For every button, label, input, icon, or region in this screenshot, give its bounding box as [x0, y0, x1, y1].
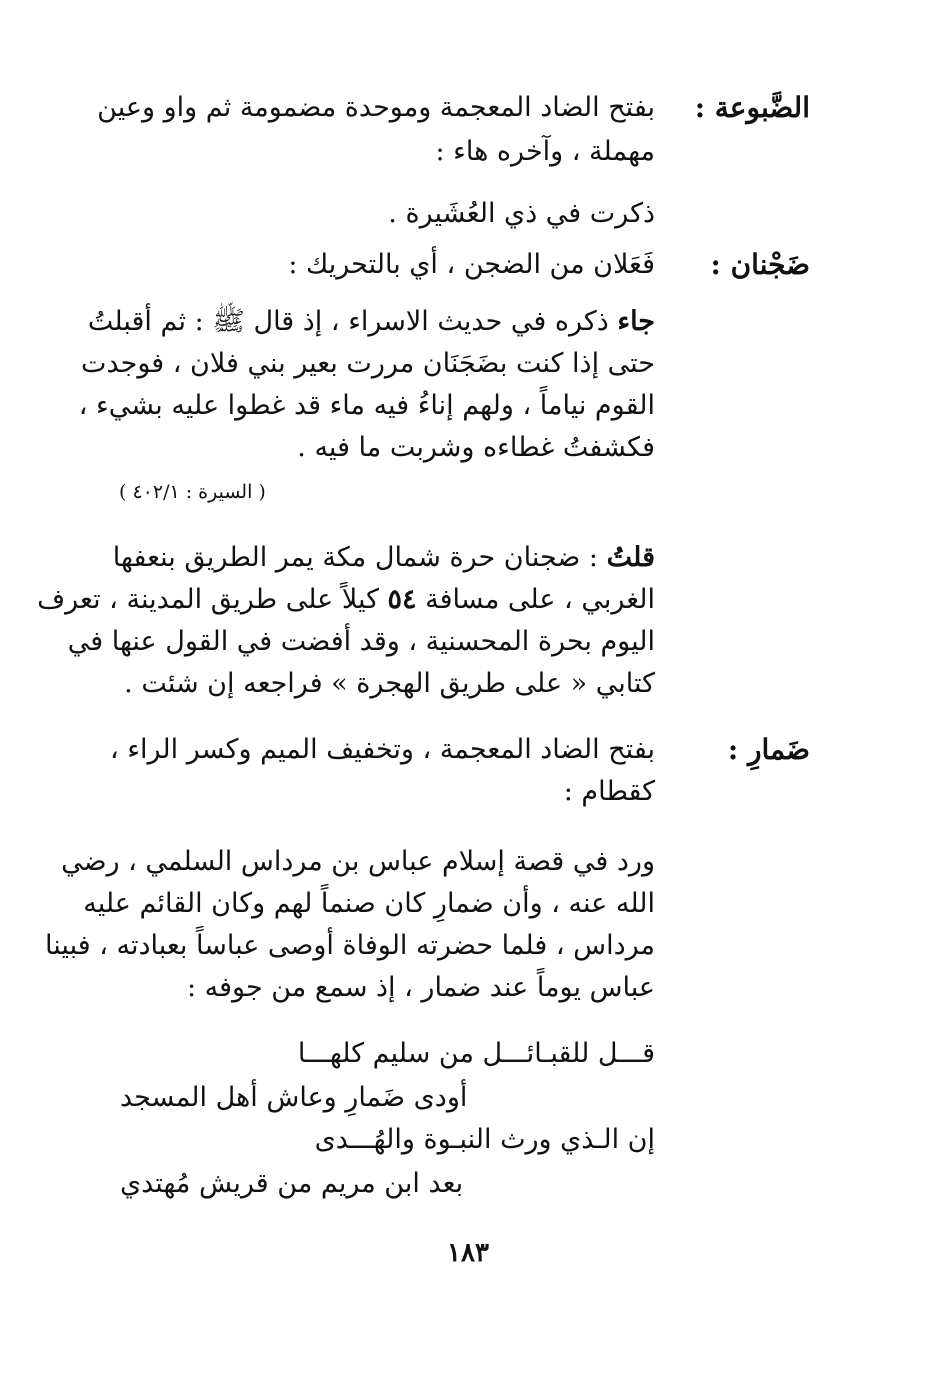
note-line: اليوم بحرة المحسنية ، وقد أفضت في القول عنها في: [67, 626, 655, 657]
note-line-text: الغربي ، على مسافة: [425, 584, 655, 615]
source-citation: ( السيرة : ٤٠٢/١ ): [119, 481, 266, 503]
quote-line-text: ذكره في حديث الاسراء ، إذ قال ﷺ : ثم أقبلتُ: [87, 306, 609, 337]
entry-definition-line: مهملة ، وآخره هاء :: [435, 136, 655, 167]
distance-number: ٥٤: [387, 584, 417, 615]
note-line-text: : ضجنان حرة شمال مكة يمر الطريق بنعفها: [112, 542, 599, 573]
entry-body-line: ورد في قصة إسلام عباس بن مرداس السلمي ، رضي: [61, 846, 655, 877]
entry-body-line: مرداس ، فلما حضرته الوفاة أوصى عباساً بعبادته ، فبينا: [45, 930, 655, 961]
note-line: [37, 580, 655, 620]
verse-line: قـــل للقبـائـــل من سليم كلهـــا: [297, 1038, 655, 1069]
note-label: قلتُ: [606, 542, 655, 573]
entry-body-line: ذكرت في ذي العُشَيرة .: [388, 198, 655, 229]
note-line-text: كيلاً على طريق المدينة ، تعرف: [37, 584, 379, 615]
entry-definition-line: كقطام :: [563, 776, 655, 807]
page-number: ١٨٣: [447, 1238, 489, 1268]
verse-line: أودى ضَمارِ وعاش أهل المسجد: [120, 1082, 468, 1113]
quote-line: [87, 302, 655, 342]
quote-lead-word: جاء: [617, 306, 655, 337]
note-line: كتابي « على طريق الهجرة » فراجعه إن شئت .: [124, 668, 655, 699]
entry-definition-line: بفتح الضاد المعجمة وموحدة مضمومة ثم واو وعين: [97, 92, 655, 123]
entry-definition-line: فَعَلان من الضجن ، أي بالتحريك :: [288, 249, 655, 280]
verse-line: بعد ابن مريم من قريش مُهتدي: [120, 1168, 464, 1199]
note-line: [112, 538, 655, 578]
entry-term-dabua: الضَّبوعة :: [694, 91, 810, 124]
quote-line: فكشفتُ غطاءه وشربت ما فيه .: [297, 432, 655, 463]
entry-body-line: عباس يوماً عند ضمار ، إذ سمع من جوفه :: [186, 972, 655, 1003]
entry-term-dajnan: ضَجْنان :: [710, 248, 810, 281]
entry-term-dimar: ضَمارِ :: [727, 733, 810, 766]
verse-line: إن الـذي ورث النبـوة والهُـــدى: [314, 1124, 655, 1155]
entry-definition-line: بفتح الضاد المعجمة ، وتخفيف الميم وكسر الراء ،: [110, 734, 655, 765]
quote-line: القوم نياماً ، ولهم إناءُ فيه ماء قد غطوا عليه بشيء ،: [78, 390, 655, 421]
quote-line: حتى إذا كنت بضَجَنَان مررت بعير بني فلان ، فوجدت: [81, 348, 655, 379]
entry-body-line: الله عنه ، وأن ضمارِ كان صنماً لهم وكان القائم عليه: [83, 888, 655, 919]
